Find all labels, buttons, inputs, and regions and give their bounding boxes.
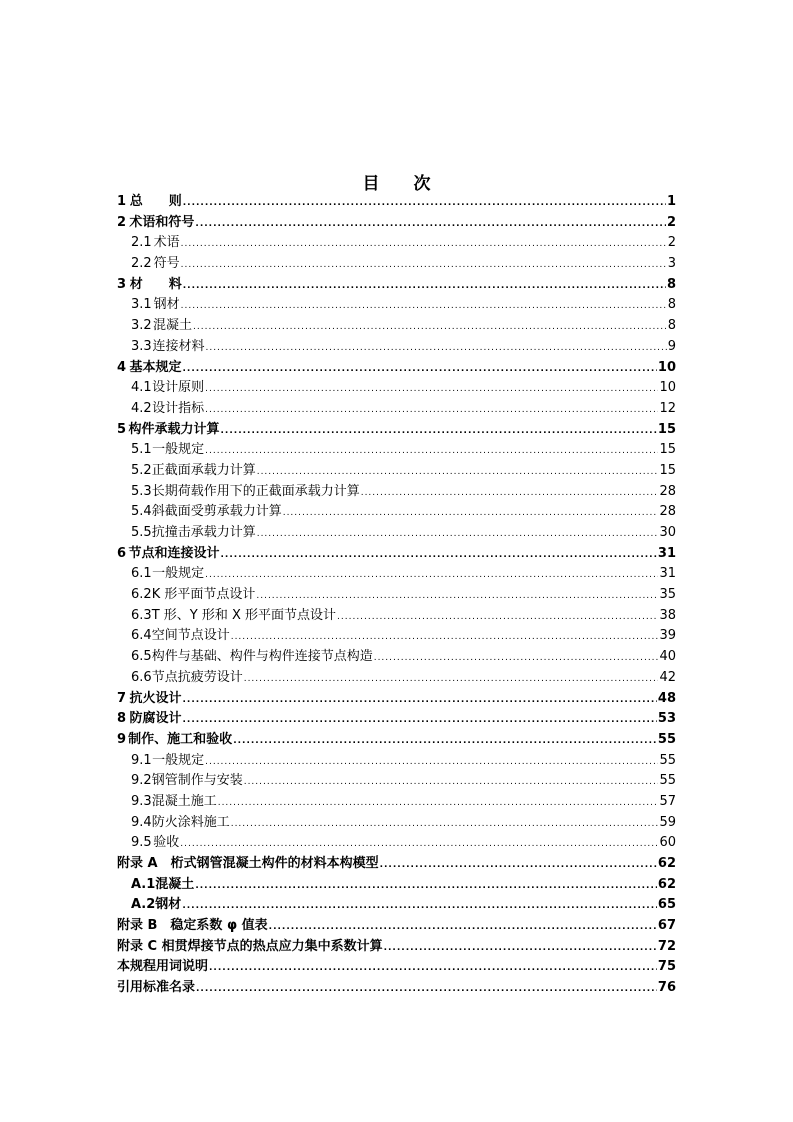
toc-entry-label: K 形平面节点设计	[151, 587, 256, 603]
toc-entry-label: 术语	[153, 235, 180, 251]
toc-entry-number: 4.1	[131, 380, 152, 396]
toc-entry[interactable]	[117, 482, 676, 503]
toc-entry-number: 2	[117, 214, 127, 230]
toc-entry-label: 术语和符号	[129, 214, 195, 230]
toc-entry-page: 53	[657, 711, 676, 727]
dot-leader	[257, 524, 659, 545]
dot-leader	[374, 648, 659, 669]
toc-entry-page: 39	[659, 628, 676, 644]
toc-entry-label: 制作、施工和验收	[128, 731, 233, 747]
toc-entry[interactable]	[117, 440, 676, 461]
dot-leader	[183, 359, 657, 380]
toc-entry-page: 3	[667, 256, 676, 272]
toc-entry-number: 5	[117, 421, 127, 437]
toc-entry-label: 验收	[153, 835, 180, 851]
toc-entry-label: 一般规定	[152, 442, 205, 458]
toc-entry-page: 55	[659, 752, 676, 768]
toc-entry-page: 8	[666, 276, 676, 292]
toc-entry[interactable]	[117, 647, 676, 668]
toc-entry-page: 42	[659, 669, 676, 685]
toc-entry-number: 9.3	[131, 793, 152, 809]
toc-entry[interactable]	[117, 978, 676, 999]
toc-entry-page: 62	[657, 876, 676, 892]
toc-entry-label: 一般规定	[152, 752, 205, 768]
toc-entry-number: 6.5	[131, 649, 152, 665]
toc-entry-number: 4.2	[131, 400, 152, 416]
toc-entry[interactable]	[117, 792, 676, 813]
toc-entry-page: 48	[657, 690, 676, 706]
dot-leader	[183, 193, 666, 214]
toc-entry-label: 钢材	[153, 297, 180, 313]
toc-entry-page: 2	[667, 235, 676, 251]
toc-entry[interactable]	[117, 544, 676, 565]
toc-entry-number: 6.2	[131, 587, 152, 603]
toc-entry[interactable]	[117, 626, 676, 647]
toc-entry[interactable]	[117, 358, 676, 379]
toc-title: 目 次	[362, 174, 431, 194]
dot-leader	[205, 379, 658, 400]
toc-entry-label: 一般规定	[152, 566, 205, 582]
toc-entry-page: 38	[659, 607, 676, 623]
toc-entry-number: A.1	[131, 876, 156, 892]
toc-entry-page: 31	[659, 566, 676, 582]
toc-entry[interactable]	[117, 916, 676, 937]
toc-entry-number: 1	[117, 194, 127, 209]
toc-entry-page: 8	[667, 297, 676, 313]
toc-entry[interactable]	[117, 751, 676, 772]
dot-leader	[181, 296, 667, 317]
toc-entry-page: 67	[657, 918, 676, 934]
toc-entry-number: 6.3	[131, 607, 152, 623]
toc-entry-label: 钢材	[155, 897, 182, 913]
toc-entry-number: 3	[117, 276, 127, 292]
toc-entry-label: 本规程用词说明	[117, 959, 209, 975]
dot-leader	[221, 545, 657, 566]
toc-entry-label: 混凝土	[153, 318, 193, 334]
dot-leader	[181, 255, 667, 276]
toc-entry-page: 15	[659, 462, 676, 478]
dot-leader	[195, 214, 666, 235]
toc-entry[interactable]	[117, 771, 676, 792]
toc-entry[interactable]	[117, 192, 676, 213]
dot-leader	[337, 607, 658, 628]
toc-entry-label: 正截面承载力计算	[151, 462, 256, 478]
dot-leader	[221, 421, 657, 442]
toc-entry-page: 57	[659, 793, 676, 809]
toc-entry-page: 9	[667, 338, 676, 354]
toc-entry-label: 长期荷载作用下的正截面承载力计算	[151, 483, 360, 499]
dot-leader	[193, 317, 667, 338]
toc-entry[interactable]	[117, 378, 676, 399]
toc-entry[interactable]	[117, 606, 676, 627]
dot-leader	[244, 772, 659, 793]
toc-entry[interactable]	[117, 254, 676, 275]
toc-entry-number: 9	[117, 731, 127, 747]
toc-entry-number: 3.1	[131, 297, 152, 313]
dot-leader	[244, 669, 659, 690]
toc-entry-page: 65	[657, 897, 676, 913]
toc-entry-page: 62	[657, 856, 676, 871]
toc-entry[interactable]	[117, 461, 676, 482]
toc-entry[interactable]	[117, 585, 676, 606]
toc-entry-page: 28	[659, 504, 676, 520]
table-of-contents	[117, 192, 676, 999]
toc-entry[interactable]	[117, 875, 676, 896]
toc-entry-page: 28	[659, 483, 676, 499]
toc-entry-label: 构件与基础、构件与构件连接节点构造	[151, 649, 373, 665]
toc-entry[interactable]	[117, 316, 676, 337]
toc-entry-label: 引用标准名录	[117, 980, 196, 996]
toc-entry-page: 1	[666, 194, 676, 209]
toc-entry-number: 7	[117, 690, 127, 706]
toc-entry-label: 附录 A 桁式钢管混凝土构件的材料本构模型	[117, 856, 379, 871]
dot-leader	[195, 876, 657, 897]
toc-entry-number: 5.1	[131, 442, 152, 458]
toc-entry-page: 30	[659, 525, 676, 540]
toc-entry[interactable]	[117, 275, 676, 296]
dot-leader	[361, 483, 659, 504]
dot-leader	[269, 917, 657, 938]
toc-entry-page: 31	[657, 545, 676, 561]
dot-leader	[205, 338, 666, 359]
toc-entry-label: 基本规定	[129, 359, 182, 375]
toc-entry-label: 钢管制作与安装	[151, 773, 243, 789]
toc-entry[interactable]	[117, 957, 676, 978]
toc-entry-label: 设计原则	[152, 380, 205, 396]
toc-entry-page: 60	[659, 835, 676, 851]
toc-entry-label: T 形、Y 形和 X 形平面节点设计	[151, 607, 337, 623]
toc-entry-number: 9.5	[131, 835, 152, 851]
toc-entry-page: 2	[666, 214, 676, 230]
dot-leader	[183, 710, 657, 731]
dot-leader	[231, 814, 659, 835]
toc-entry-number: 9.1	[131, 752, 152, 768]
toc-entry-label: 附录 C 相贯焊接节点的热点应力集中系数计算	[117, 938, 383, 954]
dot-leader	[205, 441, 658, 462]
dot-leader	[182, 896, 657, 917]
toc-entry[interactable]	[117, 730, 676, 751]
dot-leader	[180, 834, 658, 855]
toc-entry-number: 3.2	[131, 318, 152, 334]
toc-entry-number: 5.3	[131, 483, 152, 499]
toc-entry-label: 防腐设计	[129, 711, 182, 727]
toc-entry-page: 76	[657, 980, 676, 996]
toc-entry-number: 9.2	[131, 773, 152, 789]
toc-entry[interactable]	[117, 523, 676, 544]
toc-entry[interactable]	[117, 689, 676, 710]
toc-entry[interactable]	[117, 895, 676, 916]
toc-entry-page: 55	[659, 773, 676, 789]
toc-entry-number: 4	[117, 359, 127, 375]
toc-entry[interactable]	[117, 709, 676, 730]
toc-entry-page: 10	[659, 380, 676, 396]
toc-entry-number: 2.1	[131, 235, 152, 251]
toc-entry[interactable]	[117, 399, 676, 420]
toc-entry[interactable]	[117, 813, 676, 834]
toc-entry-label: 空间节点设计	[151, 628, 230, 644]
toc-entry-number: 5.2	[131, 462, 152, 478]
toc-entry-page: 10	[657, 359, 676, 375]
toc-entry-label: 抗撞击承载力计算	[151, 525, 256, 540]
toc-entry-label: 材 料	[129, 276, 182, 292]
toc-entry-page: 75	[657, 959, 676, 975]
dot-leader	[233, 731, 657, 752]
toc-entry-page: 15	[657, 421, 676, 437]
toc-entry-page: 40	[659, 649, 676, 665]
toc-entry[interactable]	[117, 420, 676, 441]
toc-entry-number: 6.6	[131, 669, 152, 685]
toc-entry-page: 8	[667, 318, 676, 334]
toc-entry-number: 8	[117, 711, 127, 727]
toc-entry-number: 5.5	[131, 525, 152, 540]
toc-entry-number: 9.4	[131, 814, 152, 830]
dot-leader	[380, 855, 657, 876]
toc-entry[interactable]	[117, 502, 676, 523]
toc-entry[interactable]	[117, 337, 676, 358]
toc-entry-number: 3.3	[131, 338, 152, 354]
dot-leader	[196, 979, 657, 1000]
toc-entry-number: 2.2	[131, 256, 152, 272]
dot-leader	[257, 462, 659, 483]
toc-entry-label: 符号	[153, 256, 180, 272]
dot-leader	[183, 276, 666, 297]
toc-entry-number: 6.1	[131, 566, 152, 582]
toc-entry-label: 附录 B 稳定系数 φ 值表	[117, 918, 268, 934]
toc-entry-page: 35	[659, 587, 676, 603]
dot-leader	[205, 400, 658, 421]
toc-entry-number: A.2	[131, 897, 156, 913]
toc-entry-label: 总 则	[129, 194, 182, 209]
toc-entry-label: 防火涂料施工	[151, 814, 230, 830]
toc-entry[interactable]	[117, 833, 676, 854]
dot-leader	[218, 793, 659, 814]
dot-leader	[231, 627, 659, 648]
dot-leader	[209, 958, 657, 979]
toc-entry-page: 15	[659, 442, 676, 458]
toc-entry-label: 斜截面受剪承载力计算	[151, 504, 282, 520]
toc-entry-number: 6.4	[131, 628, 152, 644]
toc-entry[interactable]	[117, 233, 676, 254]
dot-leader	[384, 938, 657, 959]
toc-entry-label: 设计指标	[152, 400, 205, 416]
dot-leader	[205, 565, 658, 586]
toc-entry-label: 连接材料	[152, 338, 205, 354]
toc-entry[interactable]	[117, 564, 676, 585]
toc-entry[interactable]	[117, 937, 676, 958]
toc-entry-label: 混凝土施工	[151, 793, 217, 809]
toc-entry-label: 节点抗疲劳设计	[151, 669, 243, 685]
toc-entry-page: 12	[659, 400, 676, 416]
toc-entry[interactable]	[117, 295, 676, 316]
toc-entry[interactable]	[117, 854, 676, 875]
toc-entry-label: 抗火设计	[129, 690, 182, 706]
toc-entry-page: 72	[657, 938, 676, 954]
toc-entry-label: 构件承载力计算	[128, 421, 220, 437]
toc-entry-number: 6	[117, 545, 127, 561]
dot-leader	[283, 503, 659, 524]
toc-entry-label: 混凝土	[155, 876, 195, 892]
toc-entry[interactable]	[117, 213, 676, 234]
toc-entry-page: 55	[657, 731, 676, 747]
dot-leader	[181, 234, 667, 255]
dot-leader	[205, 752, 658, 773]
toc-entry-label: 节点和连接设计	[128, 545, 220, 561]
toc-entry[interactable]	[117, 668, 676, 689]
toc-entry-number: 5.4	[131, 504, 152, 520]
dot-leader	[183, 690, 657, 711]
dot-leader	[256, 586, 658, 607]
toc-entry-page: 59	[659, 814, 676, 830]
